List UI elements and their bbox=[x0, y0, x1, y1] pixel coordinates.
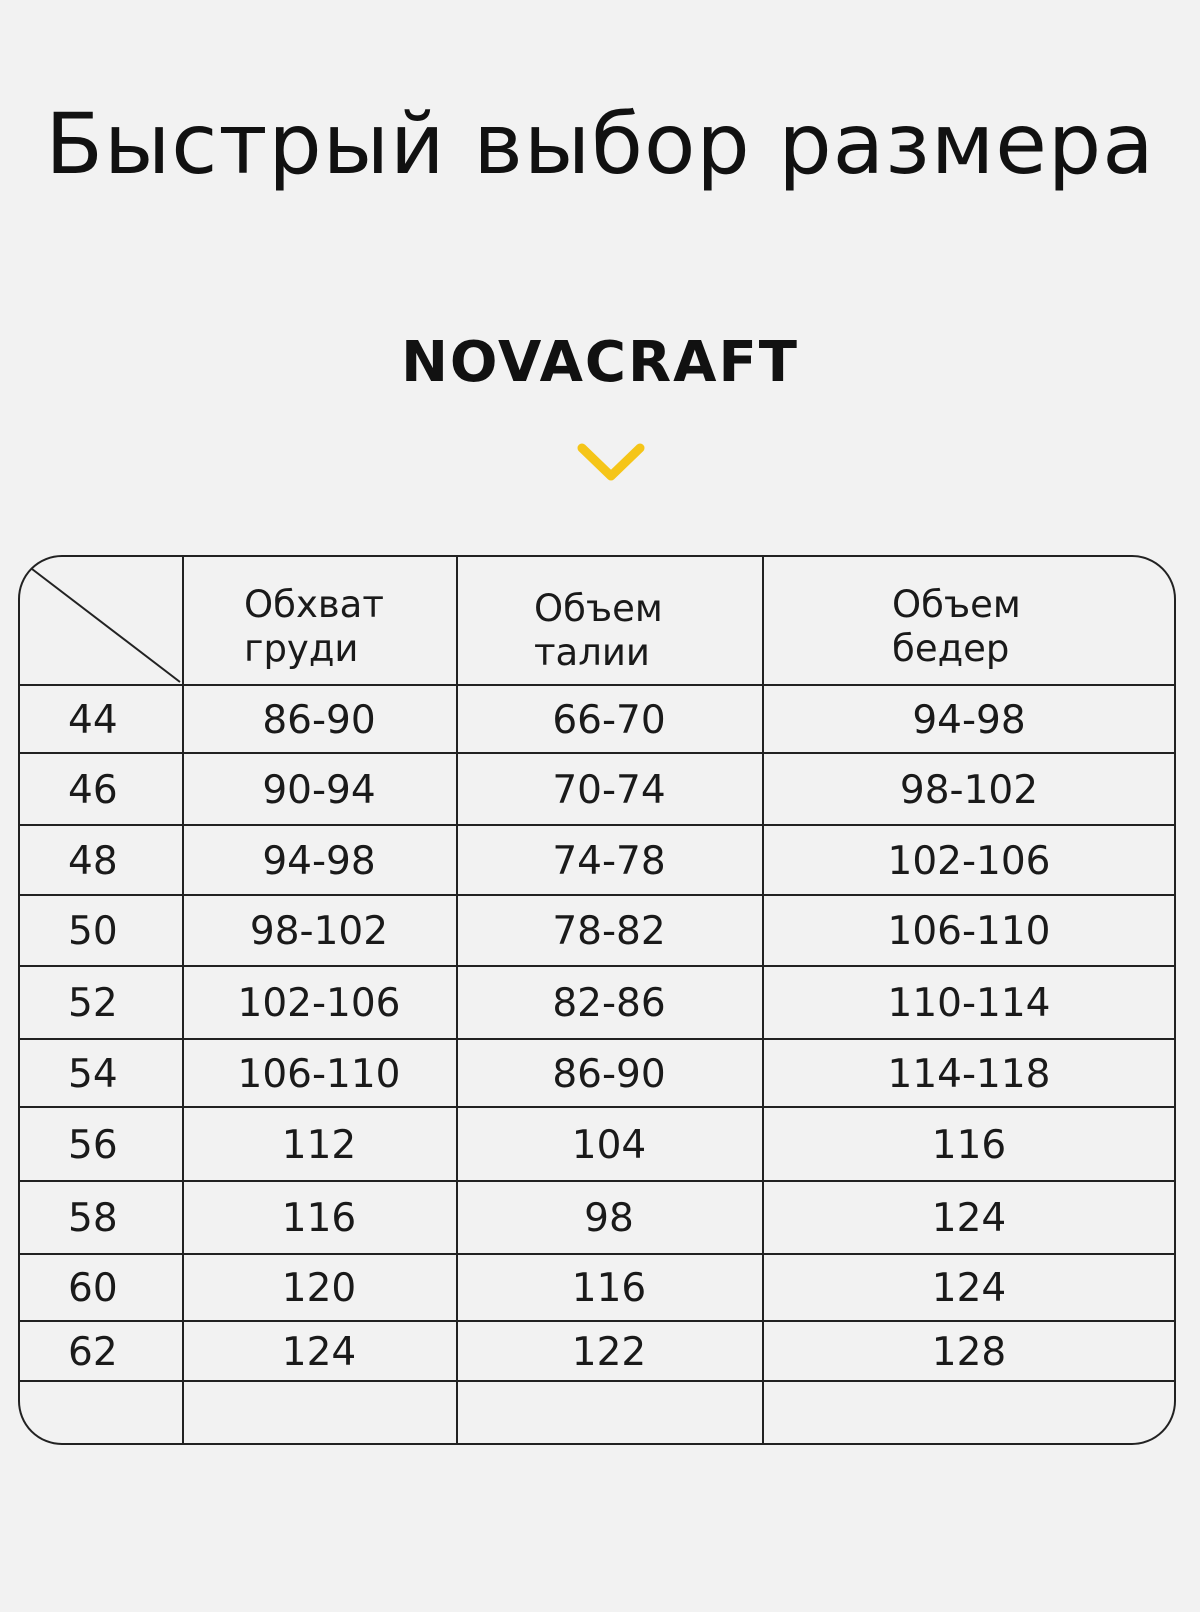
waist-cell: 98 bbox=[584, 1196, 634, 1241]
chest-cell: 120 bbox=[281, 1266, 357, 1311]
header-chest-line1: Обхват bbox=[244, 583, 384, 626]
hips-cell: 102-106 bbox=[887, 838, 1051, 884]
waist-cell: 116 bbox=[571, 1266, 647, 1311]
hips-cell: 128 bbox=[931, 1329, 1007, 1375]
hips-cell: 94-98 bbox=[912, 697, 1026, 743]
header-waist-line1: Объем bbox=[534, 587, 663, 630]
chest-cell: 112 bbox=[281, 1122, 357, 1168]
size-cell: 46 bbox=[68, 767, 118, 813]
hips-cell: 106-110 bbox=[887, 909, 1051, 954]
waist-cell: 70-74 bbox=[552, 767, 666, 813]
chest-cell: 98-102 bbox=[249, 909, 389, 954]
header-hips bbox=[762, 572, 1172, 682]
waist-cell: 66-70 bbox=[552, 697, 666, 743]
hips-cell: 110-114 bbox=[887, 981, 1051, 1026]
size-cell: 54 bbox=[68, 1051, 118, 1097]
hips-cell: 98-102 bbox=[899, 767, 1039, 813]
size-cell: 62 bbox=[68, 1329, 118, 1375]
hips-cell: 124 bbox=[931, 1266, 1007, 1311]
page-title: Быстрый выбор размера bbox=[45, 95, 1155, 193]
chest-cell: 106-110 bbox=[237, 1051, 401, 1097]
waist-cell: 74-78 bbox=[552, 838, 666, 884]
waist-cell: 86-90 bbox=[552, 1051, 666, 1097]
header-hips-line2: бедер bbox=[892, 627, 1010, 670]
chest-cell: 86-90 bbox=[262, 697, 376, 743]
chest-cell: 116 bbox=[281, 1196, 357, 1241]
waist-cell: 122 bbox=[571, 1329, 647, 1375]
header-hips-line1: Объем bbox=[892, 583, 1021, 626]
size-cell: 60 bbox=[68, 1266, 118, 1311]
header-diagonal bbox=[18, 555, 183, 685]
size-cell: 50 bbox=[68, 909, 118, 954]
chest-cell: 94-98 bbox=[262, 838, 376, 884]
header-chest bbox=[182, 572, 456, 682]
size-cell: 56 bbox=[68, 1122, 118, 1168]
size-cell: 48 bbox=[68, 838, 118, 884]
waist-cell: 104 bbox=[571, 1122, 647, 1168]
header-waist-line2: талии bbox=[534, 631, 650, 674]
waist-cell: 78-82 bbox=[552, 909, 666, 954]
hips-cell: 124 bbox=[931, 1196, 1007, 1241]
chest-cell: 90-94 bbox=[262, 767, 376, 813]
hips-cell: 114-118 bbox=[887, 1051, 1051, 1097]
size-cell: 44 bbox=[68, 697, 118, 743]
brand-logo: NOVACRAFT bbox=[401, 330, 799, 395]
size-cell: 52 bbox=[68, 981, 118, 1026]
chevron-down-icon bbox=[576, 440, 646, 486]
waist-cell: 82-86 bbox=[552, 981, 666, 1026]
header-chest-line2: груди bbox=[244, 627, 359, 670]
chest-cell: 102-106 bbox=[237, 981, 401, 1026]
size-cell: 58 bbox=[68, 1196, 118, 1241]
chest-cell: 124 bbox=[281, 1329, 357, 1375]
hips-cell: 116 bbox=[931, 1122, 1007, 1168]
header-waist bbox=[456, 576, 762, 686]
